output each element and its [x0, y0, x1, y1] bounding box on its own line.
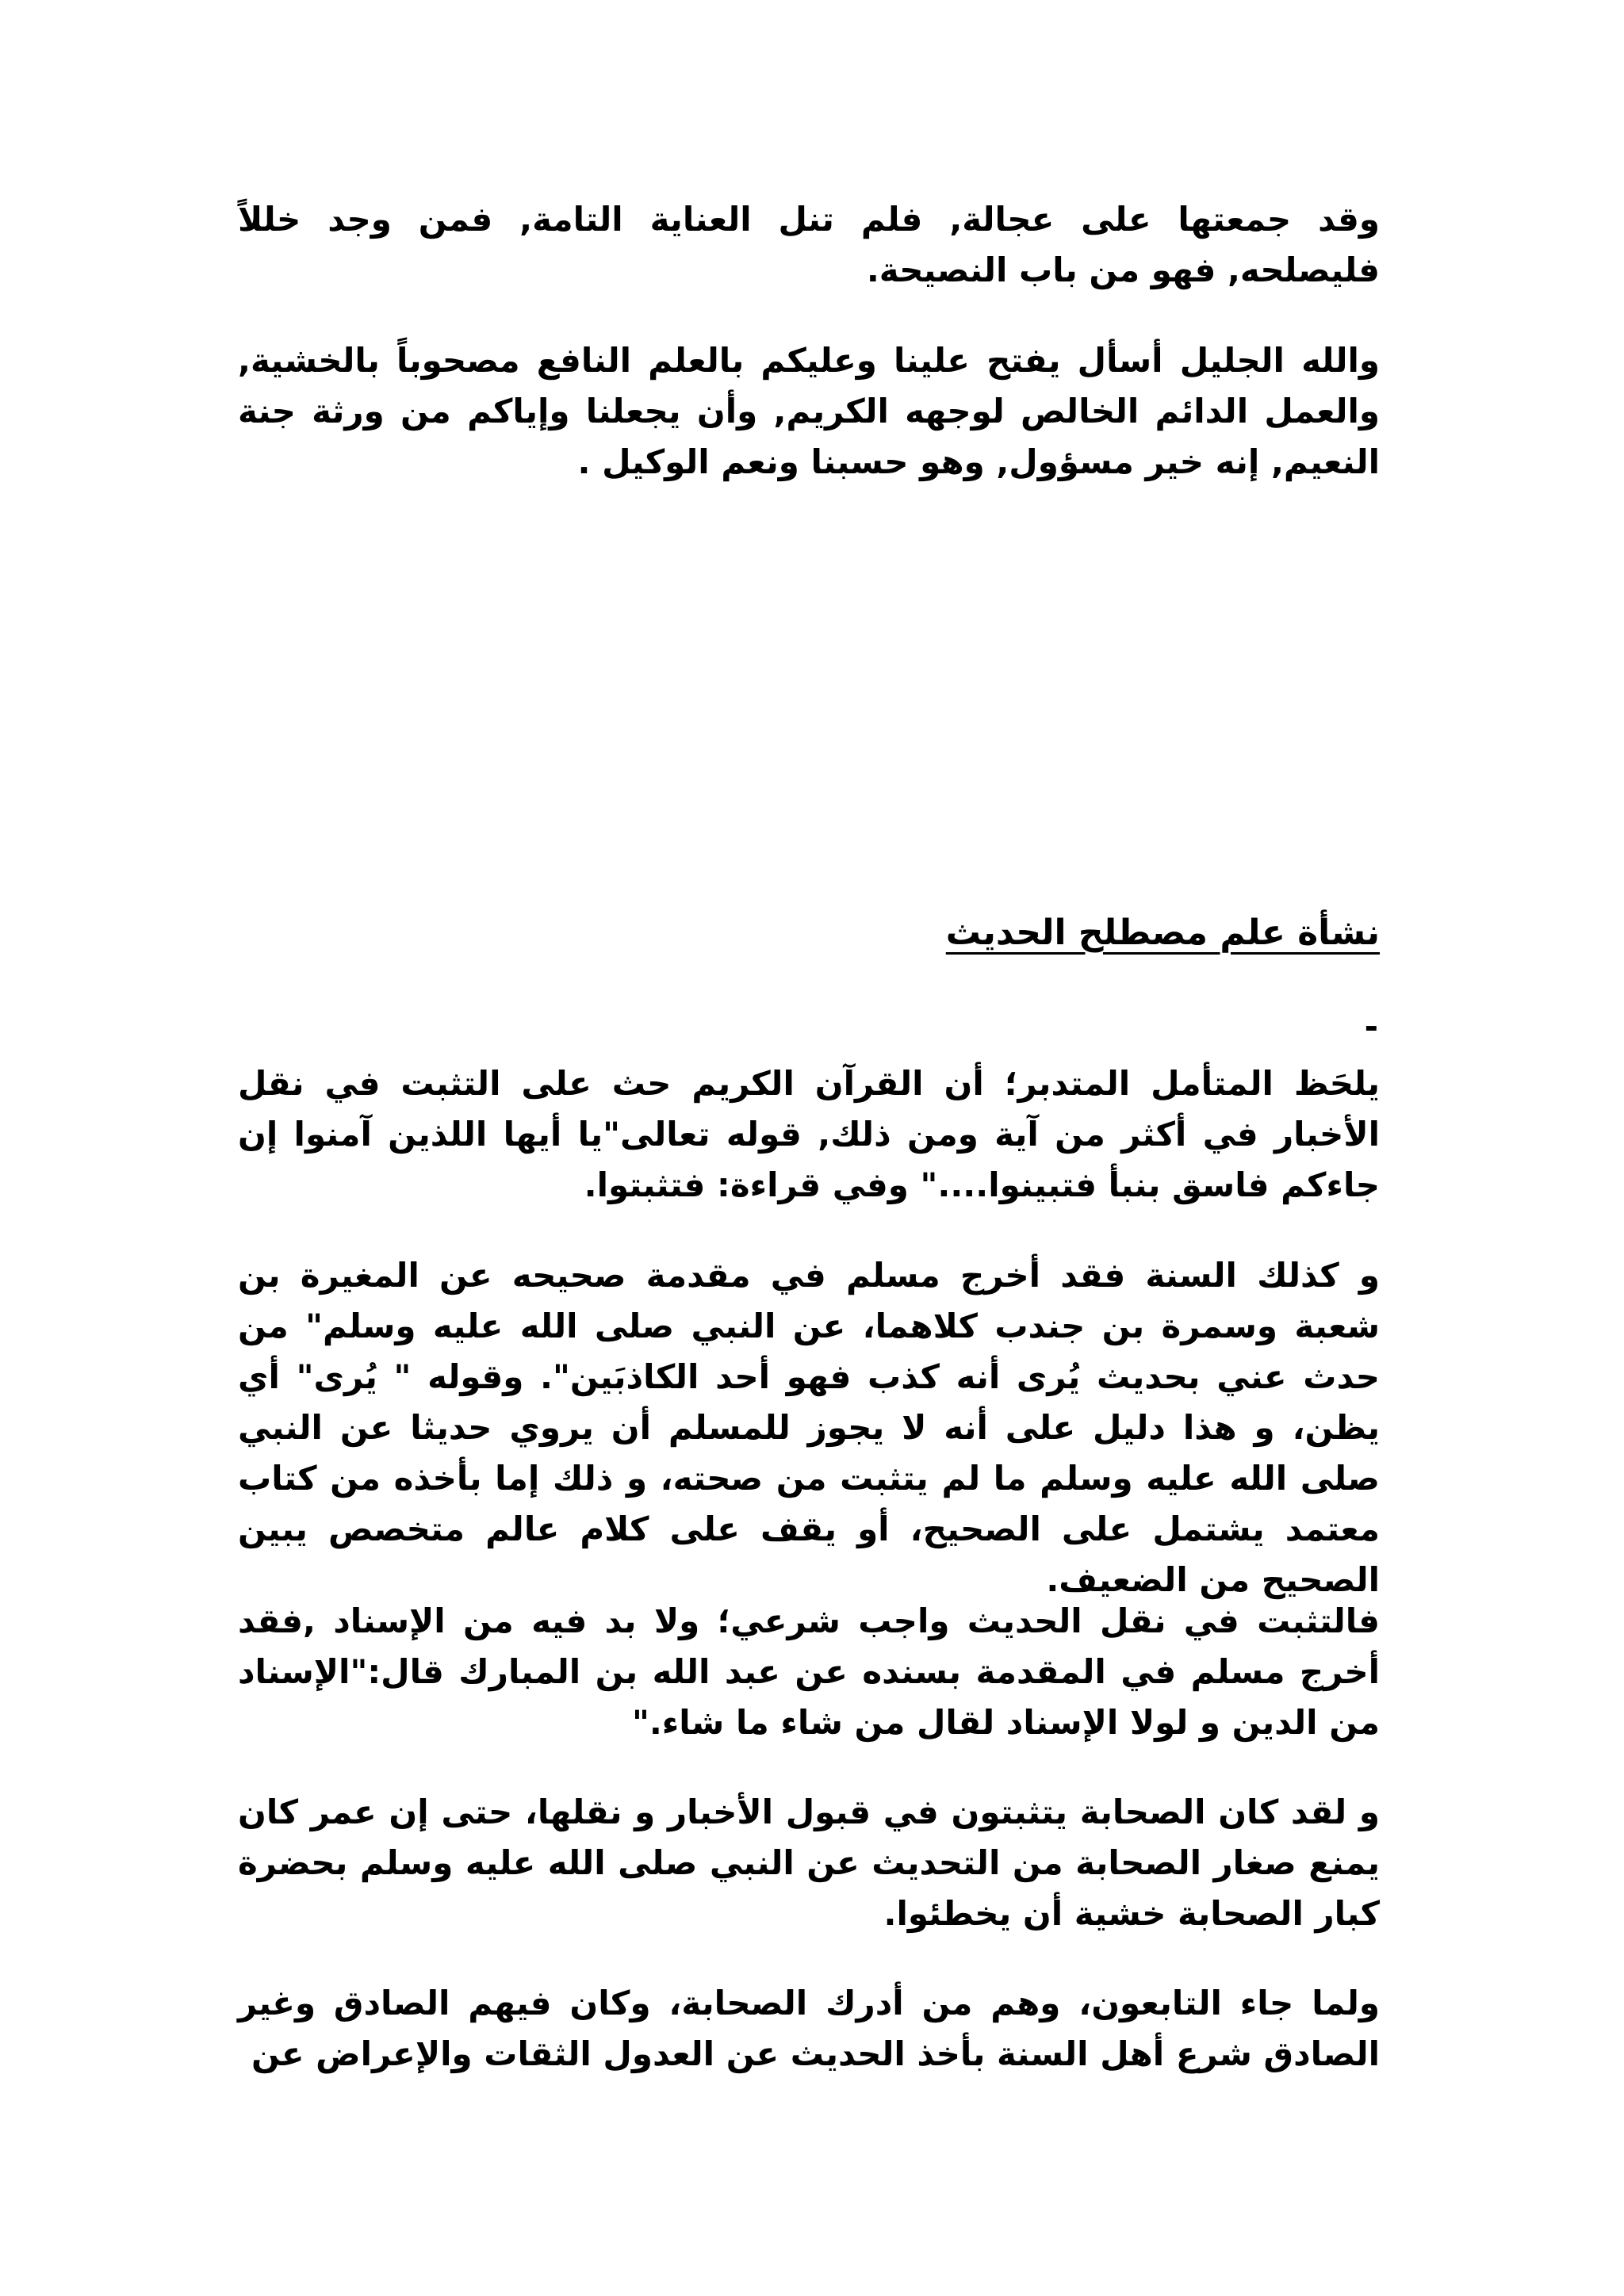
- section-dash: -: [1364, 1007, 1378, 1046]
- paragraph-companions: و لقد كان الصحابة يتثبتون في قبول الأخبار و نقلها، حتى إن عمر كان يمنع صغار الصحابة من التحديث عن النبي صلى الله عليه وسلم بحضرة كبار الصحابة خشية أن يخطئوا.: [238, 1793, 1380, 1933]
- paragraph-supplication: والله الجليل أسأل يفتح علينا وعليكم بالعلم النافع مصحوباً بالخشية, والعمل الدائم الخالص لوجهه الكريم, وأن يجعلنا وإياكم من ورثة جنة النعيم, إنه خير مسؤول, وهو حسبنا ونعم الوكيل .: [238, 341, 1380, 481]
- paragraph-intro-note: وقد جمعتها على عجالة, فلم تنل العناية التامة, فمن وجد خللاً فليصلحه, فهو من باب النصيحة.: [238, 200, 1380, 289]
- paragraph-sunnah-verification: و كذلك السنة فقد أخرج مسلم في مقدمة صحيحه عن المغيرة بن شعبة وسمرة بن جندب كلاهما، عن النبي صلى الله عليه وسلم" من حدث عني بحديث يُرى أنه كذب فهو أحد الكاذبَين". وقوله " يُرى" أي يظن، و هذا دليل على أنه لا يجوز للمسلم أن يروي حديثا عن النبي صلى الله عليه وسلم ما لم يتثبت من صحته، و ذلك إما بأخذه من كتاب معتمد يشتمل على الصحيح، أو يقف على كلام عالم متخصص يبين الصحيح من الضعيف.: [238, 1256, 1380, 1599]
- paragraph-isnad-obligation: فالتثبت في نقل الحديث واجب شرعي؛ ولا بد فيه من الإسناد ,فقد أخرج مسلم في المقدمة بسنده عن عبد الله بن المبارك قال:"الإسناد من الدين و لولا الإسناد لقال من شاء ما شاء.": [238, 1601, 1380, 1742]
- paragraph-quran-verification: يلحَظ المتأمل المتدبر؛ أن القرآن الكريم حث على التثبت في نقل الأخبار في أكثر من آية ومن ذلك, قوله تعالى"يا أيها اللذين آمنوا إن جاءكم فاسق بنبأ فتبينوا...." وفي قراءة: فتثبتوا.: [238, 1064, 1380, 1204]
- section-heading: نشأة علم مصطلح الحديث: [945, 913, 1380, 953]
- paragraph-followers: ولما جاء التابعون، وهم من أدرك الصحابة، وكان فيهم الصادق وغير الصادق شرع أهل السنة بأخذ الحديث عن العدول الثقات والإعراض عن: [238, 1984, 1380, 2073]
